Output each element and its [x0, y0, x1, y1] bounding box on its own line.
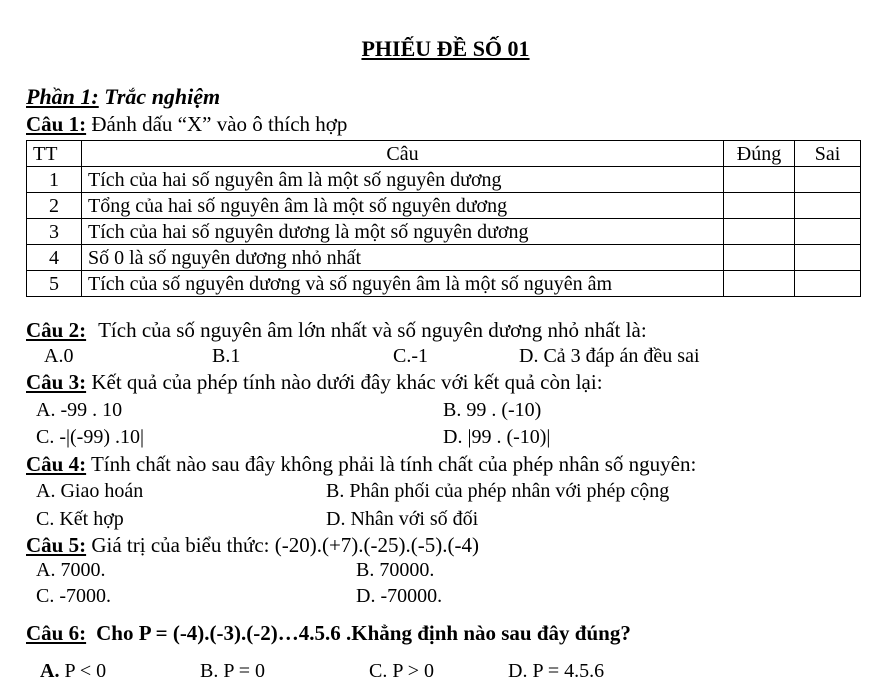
answer-cell-sai[interactable] [795, 245, 861, 271]
q6-option-c [369, 661, 434, 681]
question-5 [26, 535, 479, 556]
q5-option-b: B. 70000. [356, 559, 435, 581]
q3-option-b: B. 99 . (-10) [443, 399, 542, 421]
worksheet-title: PHIẾU ĐỀ SỐ 01 [361, 36, 530, 61]
q6-option-b-value: P = 0 [218, 660, 266, 682]
q4-option-a: A. Giao hoán [36, 480, 144, 502]
answer-cell-dung[interactable] [724, 245, 795, 271]
q5-option-a: A. 7000. [36, 559, 106, 581]
row-statement: Tổng của hai số nguyên âm là một số nguyên dương [82, 193, 724, 219]
row-statement: Số 0 là số nguyên dương nhỏ nhất [82, 245, 724, 271]
q6-option-c-letter: C. [369, 660, 388, 682]
table-header-row [27, 141, 861, 167]
question-2 [26, 320, 647, 341]
question-6-text: Cho P = (-4).(-3).(-2)…4.5.6 .Khẳng định nào sau đây đúng? [96, 621, 631, 645]
question-1 [26, 114, 347, 135]
row-number: 5 [27, 271, 82, 297]
question-4 [26, 454, 696, 475]
answer-cell-sai[interactable] [795, 193, 861, 219]
q6-option-d [508, 661, 604, 681]
q6-option-b-letter: B. [200, 660, 219, 682]
q2-option-b: B.1 [212, 345, 241, 367]
question-6-label: Câu 6: [26, 621, 87, 645]
question-4-text: Tính chất nào sau đây không phải là tính chất của phép nhân số nguyên: [86, 452, 697, 476]
part-heading [26, 86, 220, 108]
answer-cell-dung[interactable] [724, 219, 795, 245]
question-2-text: Tích của số nguyên âm lớn nhất và số nguyên dương nhỏ nhất là: [98, 318, 647, 342]
header-cau: Câu [82, 141, 724, 167]
q4-option-d: D. Nhân với số đối [326, 508, 479, 530]
q3-option-c: C. -|(-99) .10| [36, 426, 144, 448]
q2-option-c: C.-1 [393, 345, 428, 367]
row-number: 4 [27, 245, 82, 271]
q6-option-b [200, 661, 265, 681]
row-statement: Tích của hai số nguyên dương là một số nguyên dương [82, 219, 724, 245]
answer-cell-sai[interactable] [795, 219, 861, 245]
question-4-label: Câu 4: [26, 452, 87, 476]
table-row [27, 245, 861, 271]
q4-option-b: B. Phân phối của phép nhân với phép cộng [326, 480, 670, 502]
question-3-text: Kết quả của phép tính nào dưới đây khác với kết quả còn lại: [86, 370, 603, 394]
table-row [27, 219, 861, 245]
row-number: 2 [27, 193, 82, 219]
answer-cell-dung[interactable] [724, 193, 795, 219]
header-sai: Sai [795, 141, 861, 167]
answer-cell-dung[interactable] [724, 167, 795, 193]
question-6 [26, 623, 631, 644]
q2-option-a: A.0 [44, 345, 74, 367]
part-text: Trắc nghiệm [98, 84, 221, 109]
row-statement: Tích của hai số nguyên âm là một số nguyên dương [82, 167, 724, 193]
header-dung: Đúng [724, 141, 795, 167]
row-number: 3 [27, 219, 82, 245]
q6-option-a-letter: A. [40, 660, 60, 682]
question-3 [26, 372, 603, 393]
row-number: 1 [27, 167, 82, 193]
row-statement: Tích của số nguyên dương và số nguyên âm là một số nguyên âm [82, 271, 724, 297]
table-row [27, 167, 861, 193]
answer-cell-sai[interactable] [795, 167, 861, 193]
part-label: Phần 1: [26, 84, 99, 109]
table-row [27, 271, 861, 297]
question-5-text: Giá trị của biểu thức: (-20).(+7).(-25).(-5).(-4) [86, 533, 479, 557]
header-tt: TT [27, 141, 82, 167]
question-5-label: Câu 5: [26, 533, 87, 557]
table-row [27, 193, 861, 219]
q3-option-d: D. |99 . (-10)| [443, 426, 551, 448]
q6-option-d-value: P = 4.5.6 [527, 660, 605, 682]
q6-option-a-value: P < 0 [59, 660, 107, 682]
q3-option-a: A. -99 . 10 [36, 399, 123, 421]
q6-option-d-letter: D. [508, 660, 528, 682]
q6-option-c-value: P > 0 [387, 660, 435, 682]
question-1-text: Đánh dấu “X” vào ô thích hợp [86, 112, 348, 136]
true-false-table [26, 140, 861, 297]
question-1-label: Câu 1: [26, 112, 87, 136]
question-2-label: Câu 2: [26, 318, 87, 342]
q5-option-c: C. -7000. [36, 585, 111, 607]
q5-option-d: D. -70000. [356, 585, 443, 607]
q6-option-a [40, 661, 106, 681]
answer-cell-dung[interactable] [724, 271, 795, 297]
question-3-label: Câu 3: [26, 370, 87, 394]
answer-cell-sai[interactable] [795, 271, 861, 297]
q4-option-c: C. Kết hợp [36, 508, 124, 530]
q2-option-d: D. Cả 3 đáp án đều sai [519, 345, 700, 367]
